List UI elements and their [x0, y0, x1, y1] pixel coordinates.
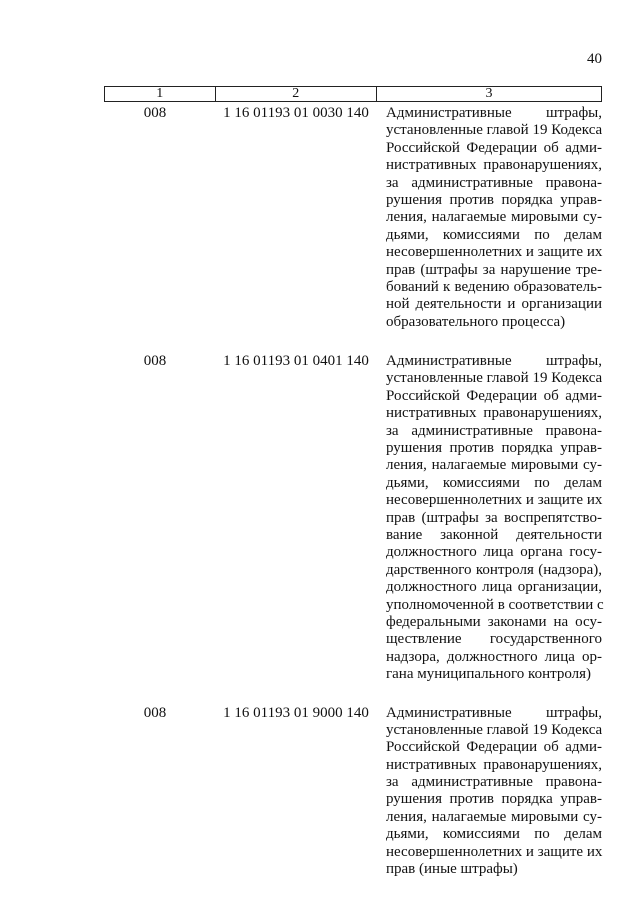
- description-line: федеральными законами на осу-: [386, 613, 602, 630]
- description-line: установленные главой 19 Кодекса: [386, 721, 603, 738]
- description-line: Административные штрафы,: [386, 105, 602, 121]
- description-line: Российской Федерации об адми-: [386, 739, 602, 756]
- description-line: несовершеннолетних и защите их: [386, 244, 603, 261]
- description-line: должностного лица органа госу-: [386, 544, 602, 561]
- description-cell: [376, 705, 602, 879]
- description-line: прав (штрафы за воспрепятство-: [386, 509, 602, 526]
- description-line: вание законной деятельности: [386, 526, 602, 543]
- description-line: дьями, комиссиями по делам: [386, 226, 602, 243]
- description-line: бований к ведению образователь-: [386, 278, 602, 295]
- description-line: ления, налагаемые мировыми су-: [386, 209, 602, 226]
- description-line: рушения против порядка управ-: [386, 440, 602, 457]
- page-number: 40: [587, 51, 602, 67]
- description-line: рушения против порядка управ-: [386, 791, 602, 808]
- description-line: нистративных правонарушениях,: [386, 756, 602, 773]
- description-line: нистративных правонарушениях,: [386, 405, 602, 422]
- description-line: дьями, комиссиями по делам: [386, 826, 602, 843]
- budget-code-cell: 1 16 01193 01 0401 140: [223, 353, 369, 370]
- description-line: установленные главой 19 Кодекса: [386, 122, 603, 139]
- description-line: дарственного контроля (надзора),: [386, 561, 602, 578]
- table-header: [104, 86, 602, 102]
- description-line: дьями, комиссиями по делам: [386, 474, 602, 491]
- budget-code-cell: 1 16 01193 01 9000 140: [223, 704, 369, 721]
- column-header-1: 1: [156, 86, 164, 101]
- description-line: рушения против порядка управ-: [386, 191, 602, 208]
- description-line: ной деятельности и организации: [386, 296, 602, 313]
- fines-table: [104, 86, 602, 878]
- description-line: ления, налагаемые мировыми су-: [386, 808, 602, 825]
- description-cell: [376, 353, 602, 683]
- description-line: за административные правона-: [386, 774, 602, 791]
- description-line: ществление государственного: [386, 631, 602, 648]
- description-line: Российской Федерации об адми-: [386, 139, 602, 156]
- description-line: за административные правона-: [386, 174, 602, 191]
- description-line: установленные главой 19 Кодекса: [386, 370, 603, 387]
- column-header-3: 3: [376, 87, 601, 101]
- description-line: прав (штрафы за нарушение тре-: [386, 261, 602, 278]
- description-line: Российской Федерации об адми-: [386, 387, 602, 404]
- description-cell: [376, 105, 602, 331]
- description-line: Административные штрафы,: [386, 704, 602, 721]
- table-row: [104, 105, 602, 331]
- admin-code-cell: 008: [143, 105, 167, 121]
- budget-code-cell: 1 16 01193 01 0030 140: [223, 105, 369, 121]
- description-line: должностного лица организации,: [386, 579, 602, 596]
- description-line: надзора, должностного лица ор-: [386, 648, 602, 665]
- admin-code-cell: 008: [143, 353, 167, 370]
- description-line: ления, налагаемые мировыми су-: [386, 457, 602, 474]
- table-row: [104, 705, 602, 879]
- column-header-2: 2: [215, 87, 376, 101]
- description-line: несовершеннолетних и защите их: [386, 843, 603, 860]
- description-line: нистративных правонарушениях,: [386, 157, 602, 174]
- admin-code-cell: 008: [143, 704, 167, 721]
- description-line: несовершеннолетних и защите их: [386, 492, 603, 509]
- description-line: за административные правона-: [386, 422, 602, 439]
- description-line: Административные штрафы,: [386, 353, 602, 370]
- description-line: прав (иные штрафы): [386, 861, 518, 878]
- description-line: гана муниципального контроля): [386, 666, 592, 683]
- description-line: образовательного процесса): [386, 313, 566, 330]
- table-row: [104, 353, 602, 683]
- description-line: уполномоченной в соответствии с: [386, 596, 604, 613]
